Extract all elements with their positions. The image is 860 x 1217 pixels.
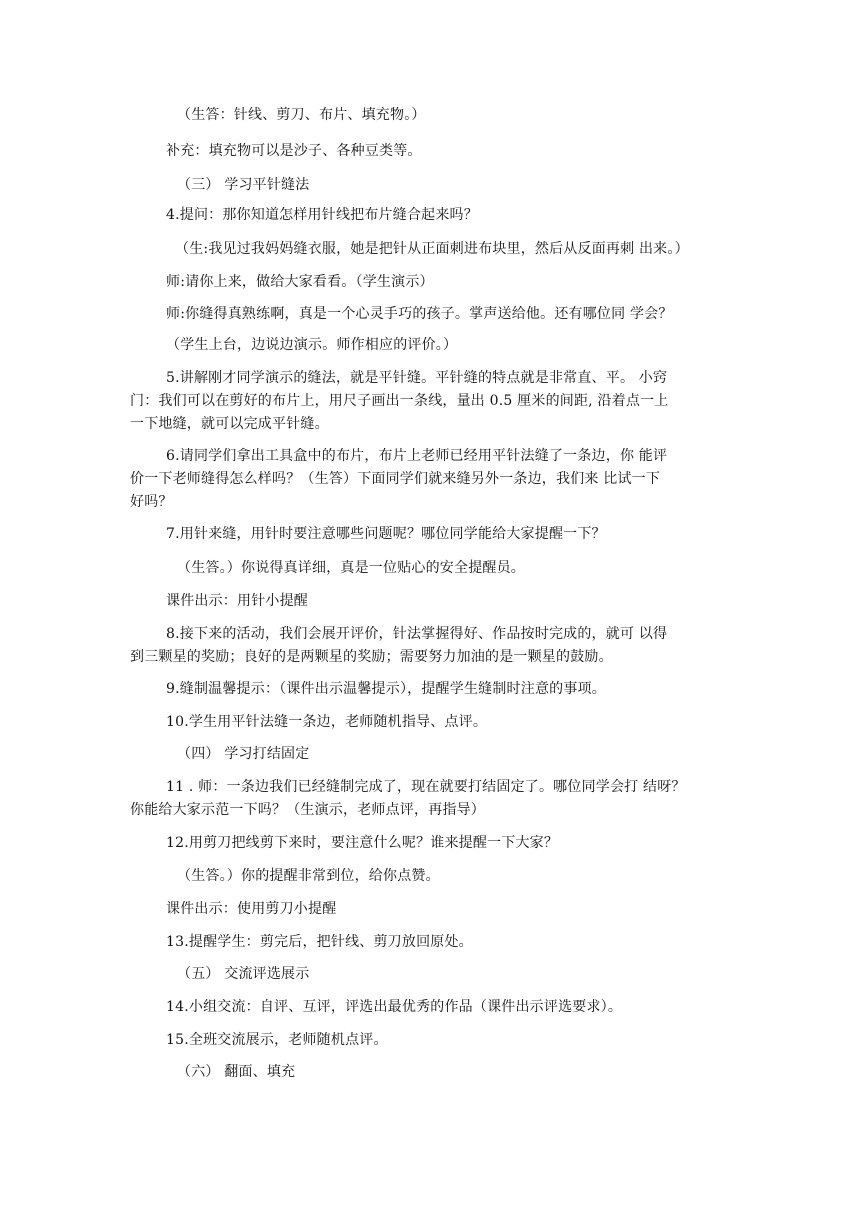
courseware-line-2: 课件出示：使用剪刀小提醒 [166,901,337,917]
supplement-line: 补充：填充物可以是沙子、各种豆类等。 [166,143,422,159]
paragraph-14: 14.小组交流：自评、互评，评选出最优秀的作品（课件出示评选要求）。 [166,999,623,1015]
answer-line-2: （生答。）你说得真详细，真是一位贴心的安全提醒员。 [177,560,525,576]
section-heading-3: （三） 学习平针缝法 [177,177,310,193]
answer-line: （生答：针线、剪刀、布片、填充物。） [177,107,426,123]
paragraph-5-line-3: 一下地缝，就可以完成平针缝。 [130,416,329,432]
paragraph-15: 15.全班交流展示，老师随机点评。 [166,1032,388,1048]
section-heading-4: （四） 学习打结固定 [177,746,310,762]
answer-line-3: （生答。）你的提醒非常到位，给你点赞。 [177,868,440,884]
paragraph-6-line-3: 好吗？ [130,494,173,510]
section-heading-5: （五） 交流评选展示 [177,966,310,982]
paragraph-5-line-2: 门：我们可以在剪好的布片上，用尺子画出一条线，量出 0.5 厘米的间距, 沿着点一上 [130,393,669,409]
paragraph-8-line-2: 到三颗星的奖励；良好的是两颗星的奖励；需要努力加油的是一颗星的鼓励。 [130,649,613,665]
paragraph-8-line-1: 8.接下来的活动，我们会展开评价，针法掌握得好、作品按时完成的，就可 以得 [166,626,668,642]
student-demo-line: （学生上台，边说边演示。师作相应的评价。） [166,337,458,353]
section-heading-6: （六） 翻面、填充 [177,1064,296,1080]
paragraph-4: 4.提问：那你知道怎样用针线把布片缝合起来吗？ [166,207,478,223]
paragraph-10: 10.学生用平针法缝一条边，老师随机指导、点评。 [166,714,488,730]
teacher-line-1: 师:请你上来，做给大家看看。（学生演示） [166,274,434,290]
paragraph-9: 9.缝制温馨提示：（课件出示温馨提示），提醒学生缝制时注意的事项。 [166,681,606,697]
paragraph-13: 13.提醒学生：剪完后，把针线、剪刀放回原处。 [166,934,473,950]
paragraph-7: 7.用针来缝，用针时要注意哪些问题呢？哪位同学能给大家提醒一下？ [166,526,606,542]
paragraph-6-line-1: 6.请同学们拿出工具盒中的布片，布片上老师已经用平针法缝了一条边，你 能评 [166,448,668,464]
paragraph-11-line-2: 你能给大家示范一下吗？（生演示，老师点评，再指导） [130,802,485,818]
student-answer-line: （生:我见过我妈妈缝衣服，她是把针从正面刺进布块里，然后从反面再刺 出来。） [175,241,689,257]
paragraph-12: 12.用剪刀把线剪下来时，要注意什么呢？谁来提醒一下大家？ [166,835,559,851]
paragraph-11-line-1: 11 . 师：一条边我们已经缝制完成了，现在就要打结固定了。哪位同学会打 结呀？ [166,779,686,795]
paragraph-5-line-1: 5.讲解刚才同学演示的缝法，就是平针缝。平针缝的特点就是非常直、平。 小窍 [166,370,668,386]
teacher-line-2: 师:你缝得真熟练啊，真是一个心灵手巧的孩子。掌声送给他。还有哪位同 学会？ [166,306,673,322]
courseware-line-1: 课件出示：用针小提醒 [166,593,308,609]
paragraph-6-line-2: 价一下老师缝得怎么样吗？（生答）下面同学们就来缝另外一条边，我们来 比试一下 [130,471,661,487]
